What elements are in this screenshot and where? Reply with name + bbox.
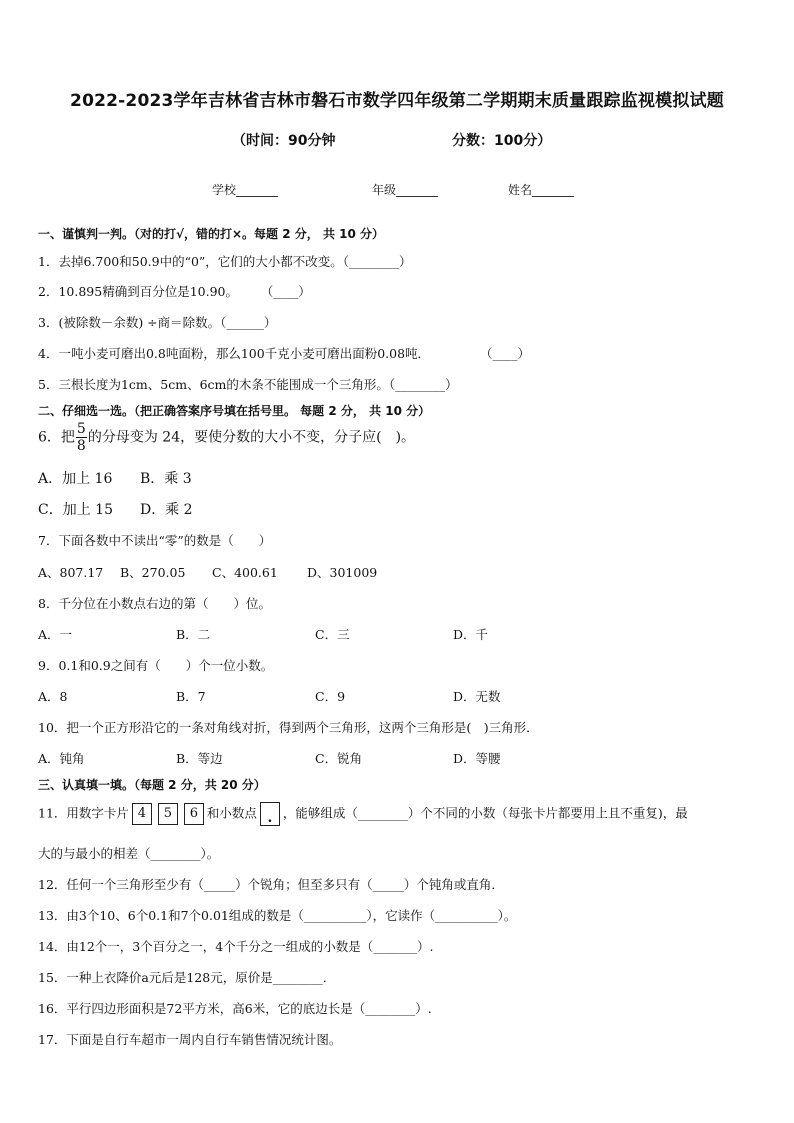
question-16: 16．平行四边形面积是72平方米，高6米，它的底边长是（________）. <box>38 1001 432 1016</box>
q10-option-b[interactable]: B．等边 <box>176 751 223 766</box>
digit-card-5: 5 <box>158 803 178 825</box>
question-14: 14．由12个一，3个百分之一，4个千分之一组成的小数是（_______）. <box>38 939 434 954</box>
question-9: 9．0.1和0.9之间有（ ）个一位小数。 <box>38 658 274 673</box>
name-field[interactable]: 姓名_______ <box>508 183 575 197</box>
q6-suffix: 的分母变为 24，要使分数的大小不变，分子应( )。 <box>87 429 416 446</box>
exam-score: 分数：100分） <box>452 133 552 149</box>
question-17: 17．下面是自行车超市一周内自行车销售情况统计图。 <box>38 1032 342 1047</box>
q8-option-c[interactable]: C．三 <box>315 627 350 642</box>
q11-suffix: ，能够组成（________）个不同的小数（每张卡片都要用上且不重复)，最 <box>282 805 688 821</box>
q11-mid: 和小数点 <box>206 805 257 821</box>
question-3: 3．(被除数－余数) ÷商＝除数。（______） <box>38 315 277 330</box>
q8-option-d[interactable]: D．千 <box>453 627 489 642</box>
q7-option-a[interactable]: A、807.17 <box>38 565 104 580</box>
q6-option-b[interactable]: B．乘 3 <box>140 471 192 487</box>
q6-option-d[interactable]: D．乘 2 <box>140 502 193 518</box>
exam-time: （时间：90分钟 <box>232 133 336 149</box>
question-1: 1．去掉6.700和50.9中的“0”，它们的大小都不改变。（________） <box>38 254 412 269</box>
question-6 <box>38 422 415 453</box>
digit-card-6: 6 <box>184 803 204 825</box>
q11-prefix: 11．用数字卡片 <box>38 805 129 821</box>
q9-option-c[interactable]: C．9 <box>315 689 346 704</box>
question-7: 7．下面各数中不读出“零”的数是（ ） <box>38 533 272 548</box>
section-1-heading: 一、谨慎判一判。（对的打√，错的打×。每题 2 分， 共 10 分） <box>38 227 384 241</box>
q10-option-a[interactable]: A．钝角 <box>38 751 85 766</box>
question-11-line-2: 大的与最小的相差（________）。 <box>38 846 220 861</box>
q10-option-d[interactable]: D．等腰 <box>453 751 501 766</box>
q8-option-b[interactable]: B．二 <box>176 627 211 642</box>
q7-option-b[interactable]: B、270.05 <box>120 565 186 580</box>
exam-meta <box>0 130 794 150</box>
section-2-heading: 二、仔细选一选。（把正确答案序号填在括号里。 每题 2 分， 共 10 分） <box>38 404 431 418</box>
q7-option-c[interactable]: C、400.61 <box>212 565 278 580</box>
q6-option-a[interactable]: A．加上 16 <box>38 471 113 487</box>
question-8: 8．千分位在小数点右边的第（ ）位。 <box>38 596 271 611</box>
q10-option-c[interactable]: C．锐角 <box>315 751 363 766</box>
page-title: 2022-2023学年吉林省吉林市磐石市数学四年级第二学期期末质量跟踪监视模拟试题 <box>70 91 724 111</box>
q8-option-a[interactable]: A．一 <box>38 627 73 642</box>
question-12: 12．任何一个三角形至少有（_____）个锐角；但至多只有（_____）个钝角或直角． <box>38 877 504 892</box>
question-13: 13．由3个10、6个0.1和7个0.01组成的数是（__________），它读作（__________）。 <box>38 908 517 923</box>
q9-option-d[interactable]: D．无数 <box>453 689 501 704</box>
q9-option-b[interactable]: B．7 <box>176 689 206 704</box>
digit-card-4: 4 <box>132 803 152 825</box>
q6-option-c[interactable]: C．加上 15 <box>38 502 113 518</box>
grade-field[interactable]: 年级_______ <box>372 183 439 197</box>
q7-option-d[interactable]: D、301009 <box>307 565 378 580</box>
q6-prefix: 6．把 <box>38 429 75 446</box>
question-2: 2．10.895精确到百分位是10.90。 （____） <box>38 284 311 299</box>
fraction-five-eighths: $\frac{5}{8}$ <box>76 421 86 454</box>
question-15: 15．一种上衣降价a元后是128元，原价是________． <box>38 970 336 985</box>
question-4: 4．一吨小麦可磨出0.8吨面粉，那么100千克小麦可磨出面粉0.08吨． （____） <box>38 346 531 361</box>
q9-option-a[interactable]: A．8 <box>38 689 68 704</box>
school-field[interactable]: 学校_______ <box>212 183 279 197</box>
question-10: 10．把一个正方形沿它的一条对角线对折，得到两个三角形，这两个三角形是( )三角形． <box>38 720 539 735</box>
decimal-point-card: . <box>260 802 280 826</box>
section-3-heading: 三、认真填一填。（每题 2 分，共 20 分） <box>38 778 266 792</box>
question-11 <box>38 802 688 826</box>
question-5: 5．三根长度为1cm、5cm、6cm的木条不能围成一个三角形。（________） <box>38 377 458 392</box>
